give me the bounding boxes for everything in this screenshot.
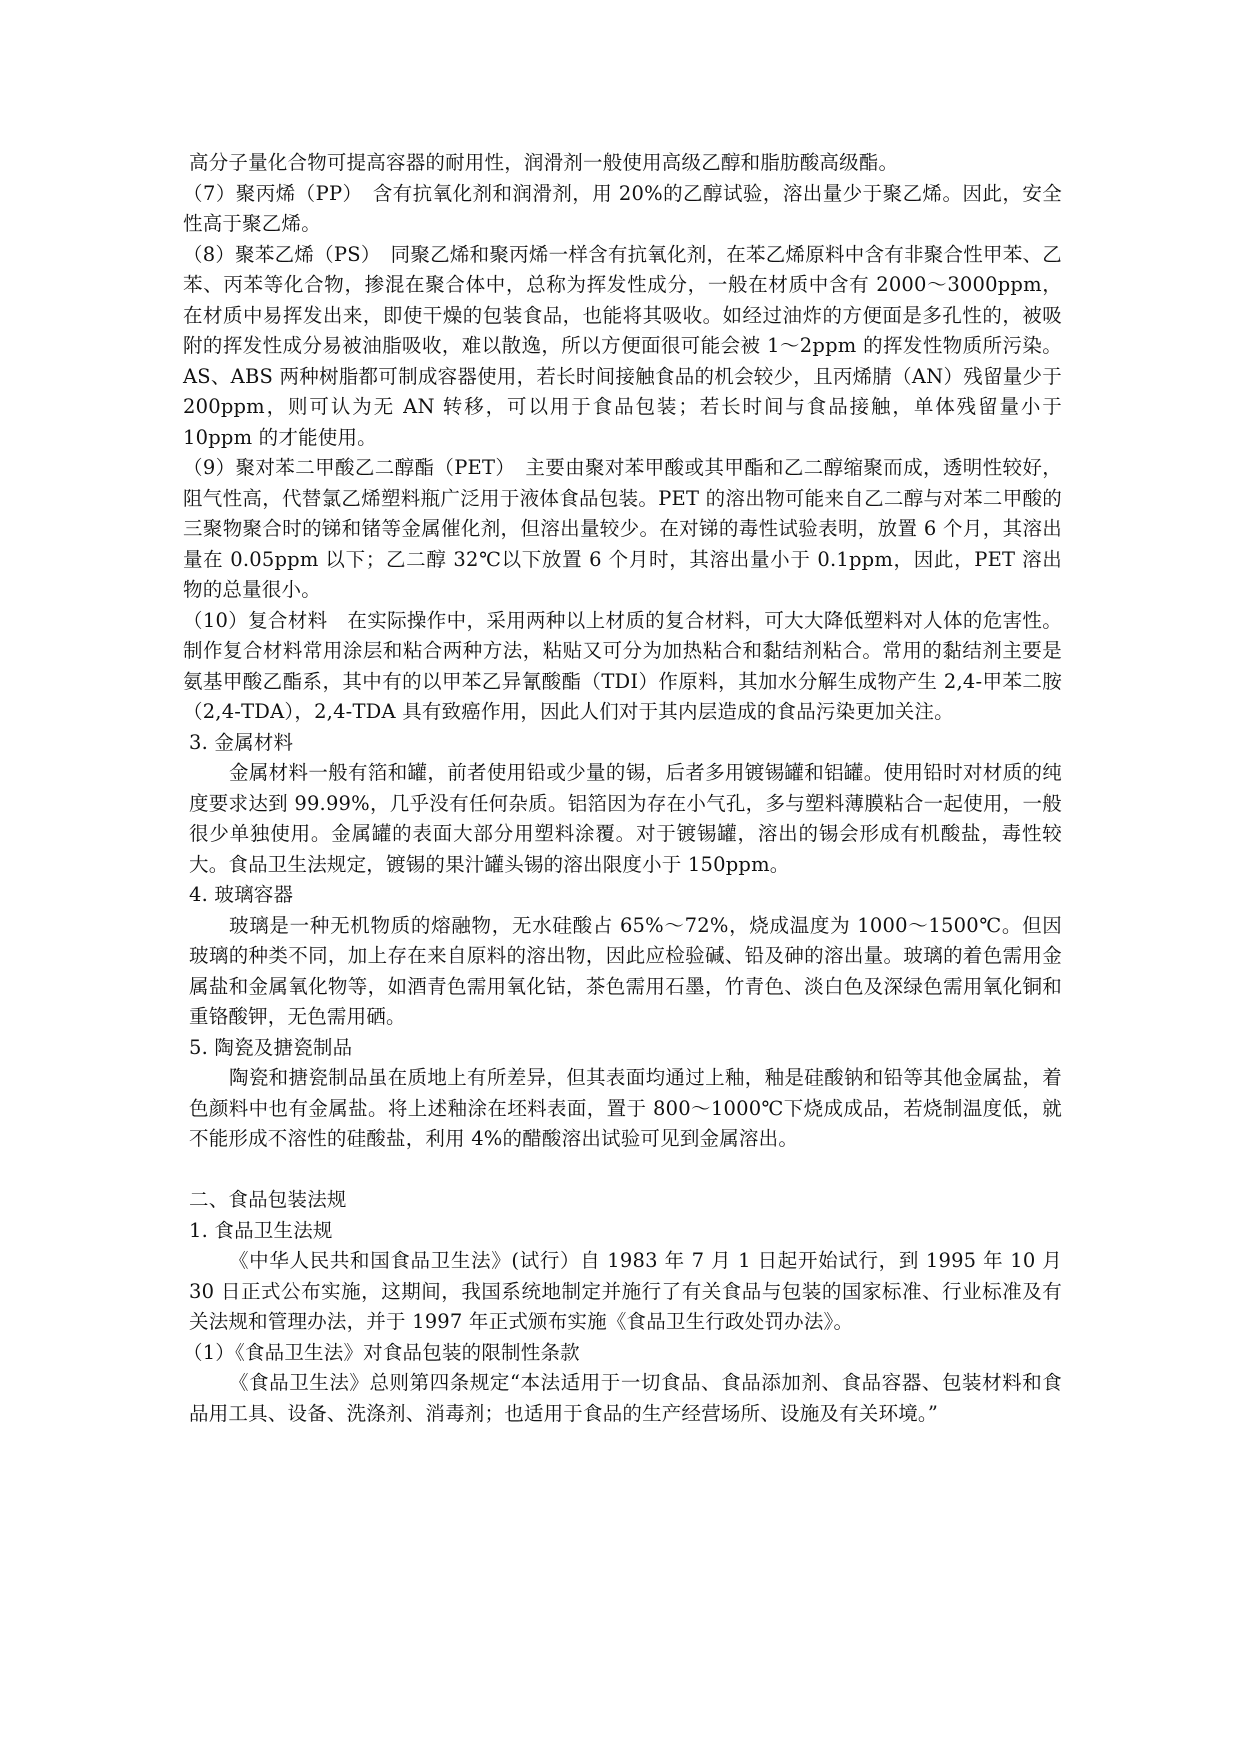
paragraph-polypropylene: （7）聚丙烯（PP） 含有抗氧化剂和润滑剂，用 20%的乙醇试验，溶出量少于聚乙烯。因此，安全性高于聚乙烯。 [183,181,1062,235]
heading-restrictive-clauses: （1）《食品卫生法》对食品包装的限制性条款 [183,1340,580,1364]
heading-glass-containers: 4. 玻璃容器 [189,883,294,906]
paragraph-ceramics-enamel: 陶瓷和搪瓷制品虽在质地上有所差异，但其表面均通过上釉，釉是硅酸钠和铅等其他金属盐，着色颜料中也有金属盐。将上述釉涂在坯料表面，置于 800～1000℃下烧成成品，若烧制温度低，就不能形成不溶性的硅酸盐，利用 4%的醋酸溶出试验可见到金属溶出。 [189,1066,1062,1150]
heading-packaging-regulations: 二、食品包装法规 [189,1188,347,1211]
paragraph-glass-containers: 玻璃是一种无机物质的熔融物，无水硅酸占 65%～72%，烧成温度为 1000～1500℃。但因玻璃的种类不同，加上存在来自原料的溶出物，因此应检验碱、铅及砷的溶出量。玻璃的着色需用金属盐和金属氧化物等，如酒青色需用氧化钴，茶色需用石墨，竹青色、淡白色及深绿色需用氧化铜和重铬酸钾，无色需用硒。 [189,913,1062,1028]
paragraph-polymer-note: 高分子量化合物可提高容器的耐用性，润滑剂一般使用高级乙醇和脂肪酸高级酯。 [189,151,899,174]
paragraph-composite-materials: （10）复合材料 在实际操作中，采用两种以上材质的复合材料，可大大降低塑料对人体的危害性。制作复合材料常用涂层和粘合两种方法，粘贴又可分为加热粘合和黏结剂粘合。常用的黏结剂主要是氨基甲酸乙酯系，其中有的以甲苯乙异氰酸酯（TDI）作原料，其加水分解生成物产生 2,4-甲苯二胺（2,4-TDA），2,4-TDA 具有致癌作用，因此人们对于其内层造成的食品污染更加关注。 [183,608,1062,723]
paragraph-metal-materials: 金属材料一般有箔和罐，前者使用铅或少量的锡，后者多用镀锡罐和铝罐。使用铅时对材质的纯度要求达到 99.99%，几乎没有任何杂质。铝箔因为存在小气孔，多与塑料薄膜粘合一起使用，一般很少单独使用。金属罐的表面大部分用塑料涂覆。对于镀锡罐，溶出的锡会形成有机酸盐，毒性较大。食品卫生法规定，镀锡的果汁罐头锡的溶出限度小于 150ppm。 [189,761,1062,876]
heading-metal-materials: 3. 金属材料 [189,730,294,754]
paragraph-food-hygiene-law: 《中华人民共和国食品卫生法》(试行）自 1983 年 7 月 1 日起开始试行，到 1995 年 10 月 30 日正式公布实施，这期间，我国系统地制定并施行了有关食品与包装的国家标准、行业标准及有关法规和管理办法，并于 1997 年正式颁布实施《食品卫生行政处罚办法》。 [189,1249,1062,1333]
heading-ceramics-enamel: 5. 陶瓷及搪瓷制品 [189,1035,353,1059]
heading-food-hygiene-law: 1. 食品卫生法规 [189,1218,333,1242]
paragraph-article-four: 《食品卫生法》总则第四条规定“本法适用于一切食品、食品添加剂、食品容器、包装材料和食品用工具、设备、洗涤剂、消毒剂；也适用于食品的生产经营场所、设施及有关环境。” [189,1371,1062,1425]
document-page [183,148,1062,1429]
paragraph-polystyrene: （8）聚苯乙烯（PS） 同聚乙烯和聚丙烯一样含有抗氧化剂，在苯乙烯原料中含有非聚合性甲苯、乙苯、丙苯等化合物，掺混在聚合体中，总称为挥发性成分，一般在材质中含有 2000～3000ppm，在材质中易挥发出来，即使干燥的包装食品，也能将其吸收。如经过油炸的方便面是多孔性的，被吸附的挥发性成分易被油脂吸收，难以散逸，所以方便面很可能会被 1～2ppm 的挥发性物质所污染。AS、ABS 两种树脂都可制成容器使用，若长时间接触食品的机会较少，且丙烯腈（AN）残留量少于 200ppm，则可认为无 AN 转移，可以用于食品包装；若长时间与食品接触，单体残留量小于 10ppm 的才能使用。 [183,242,1062,449]
section-spacer [189,1155,1062,1186]
paragraph-pet: （9）聚对苯二甲酸乙二醇酯（PET） 主要由聚对苯甲酸或其甲酯和乙二醇缩聚而成，透明性较好，阻气性高，代替氯乙烯塑料瓶广泛用于液体食品包装。PET 的溶出物可能来自乙二醇与对苯二甲酸的三聚物聚合时的锑和锗等金属催化剂，但溶出量较少。在对锑的毒性试验表明，放置 6 个月，其溶出量在 0.05ppm 以下；乙二醇 32℃以下放置 6 个月时，其溶出量小于 0.1ppm，因此，PET 溶出物的总量很小。 [183,456,1062,601]
